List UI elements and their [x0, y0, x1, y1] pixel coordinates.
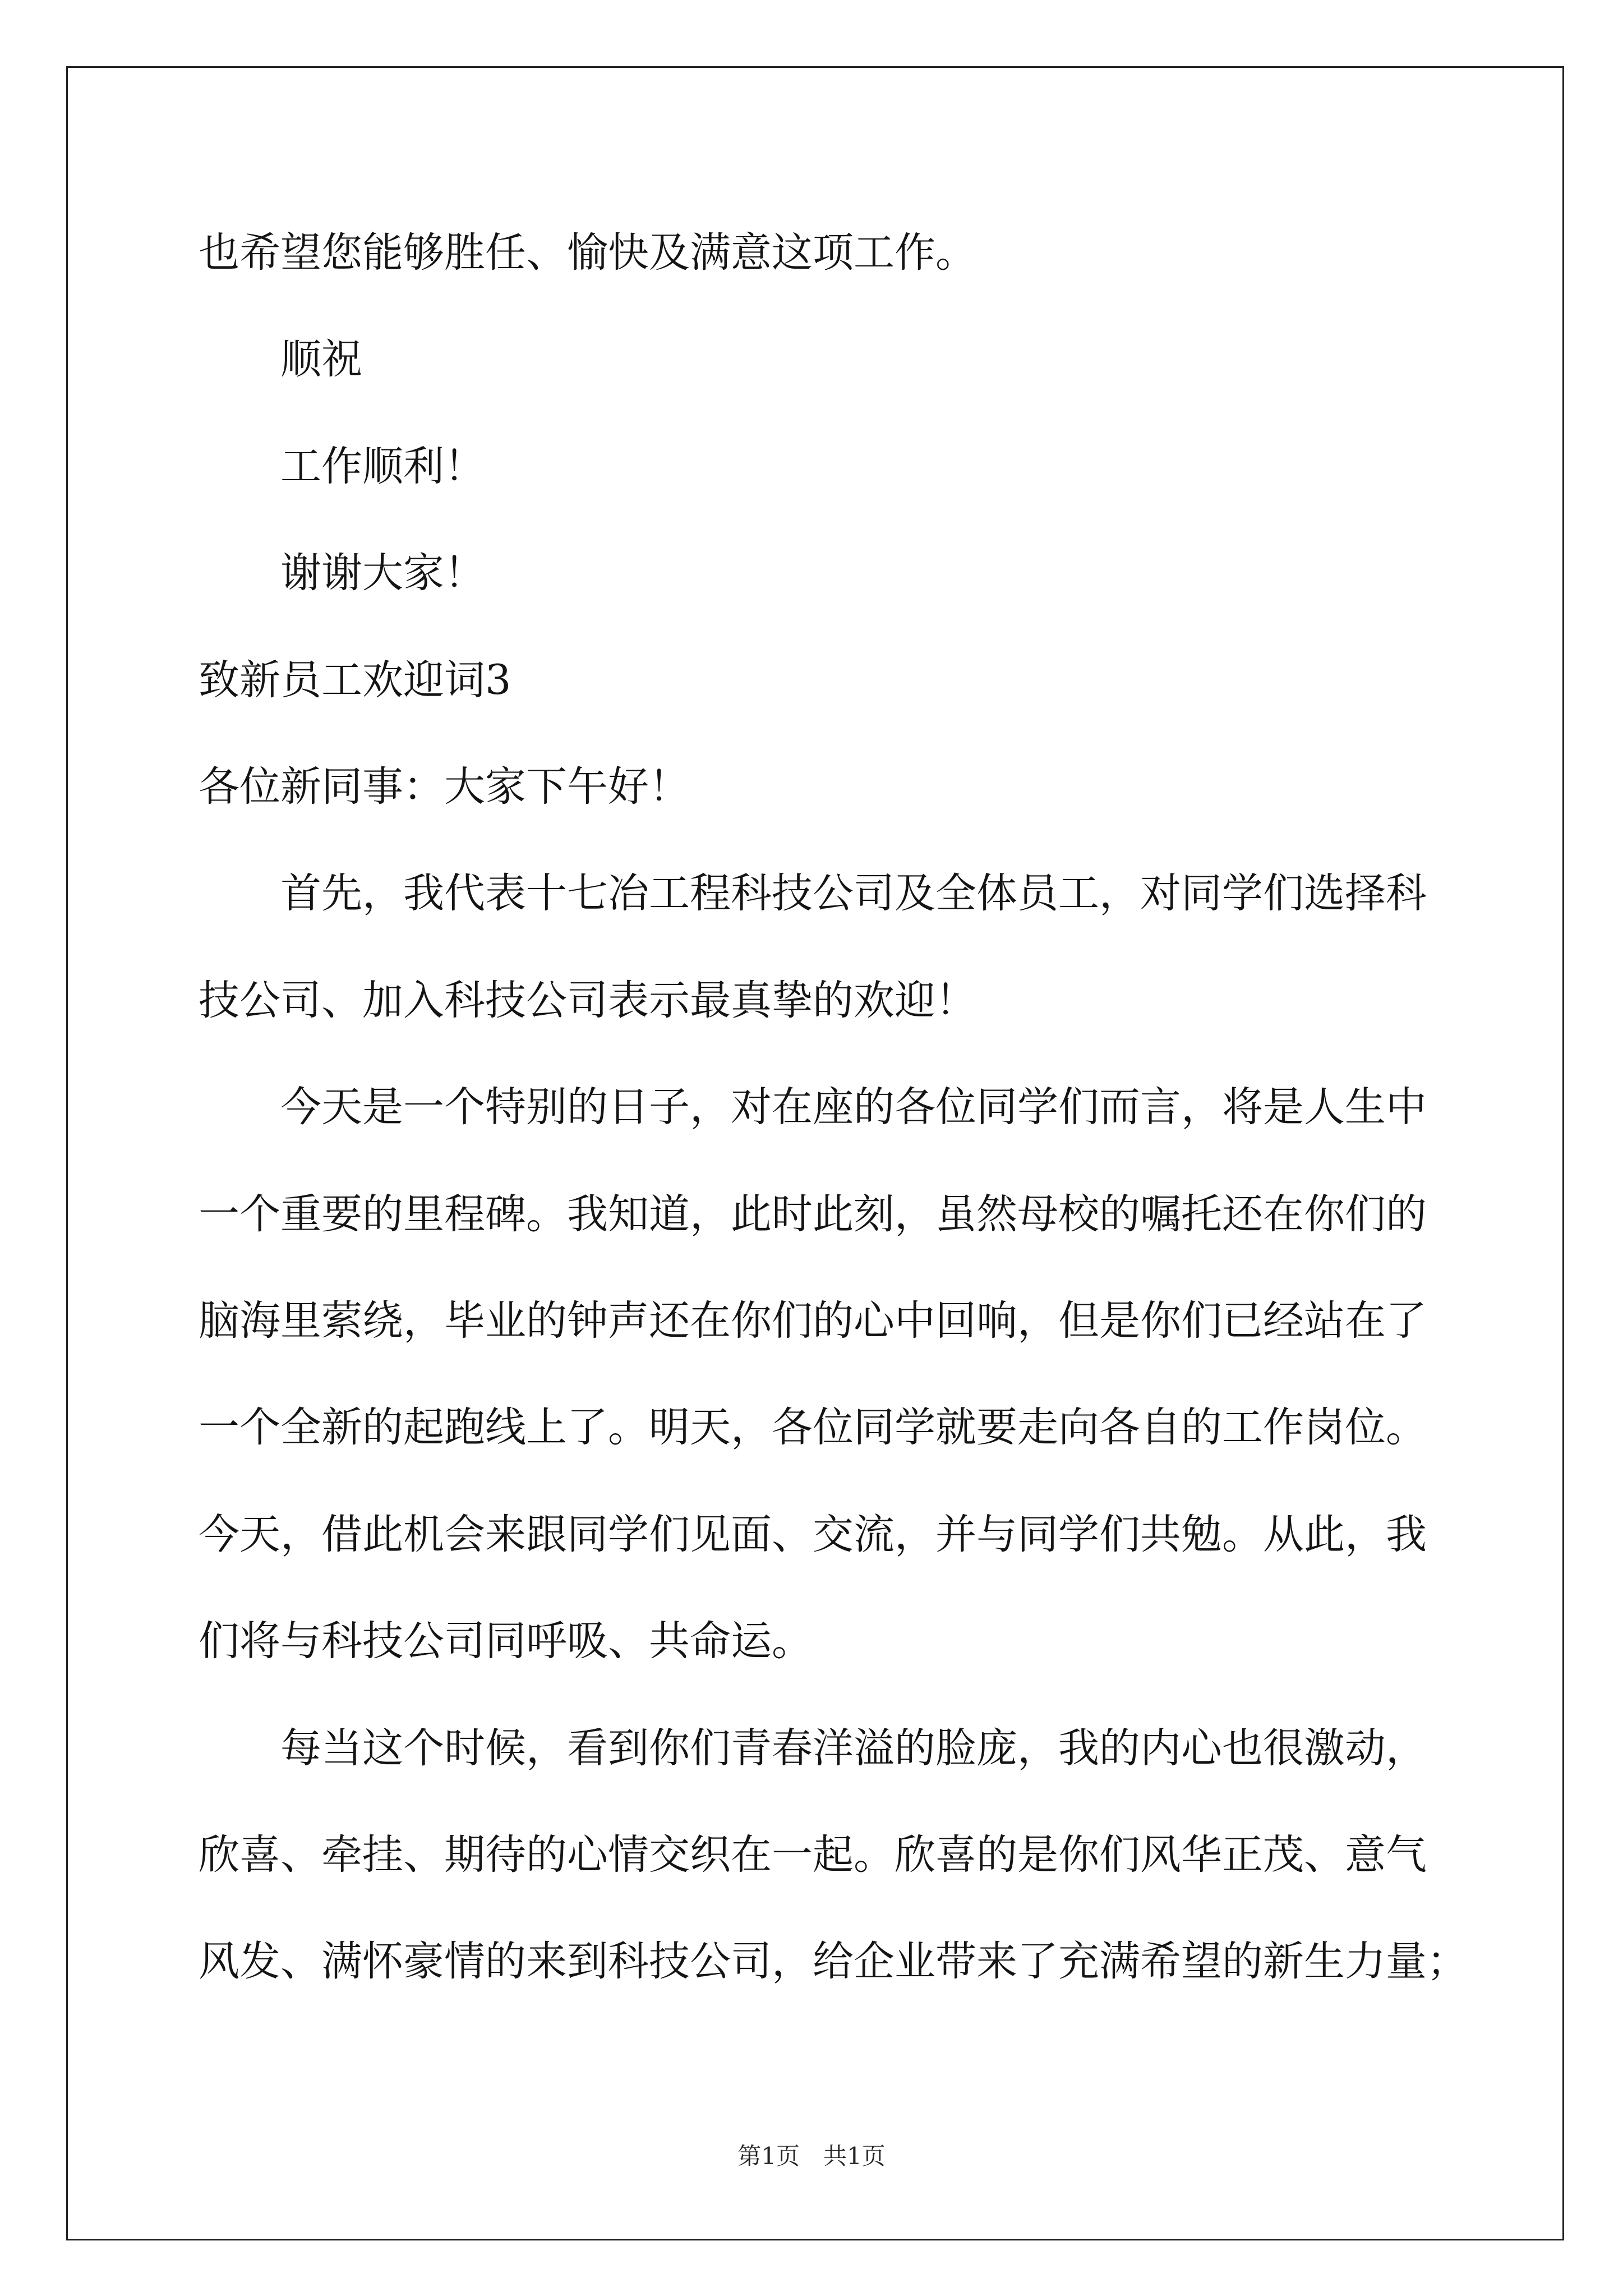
paragraph-line: 今天是一个特别的日子，对在座的各位同学们而言，将是人生中: [280, 1083, 1427, 1131]
paragraph-line: 脑海里萦绕，毕业的钟声还在你们的心中回响，但是你们已经站在了: [199, 1297, 1427, 1345]
page-number-footer: 第1页 共1页: [737, 2142, 886, 2170]
paragraph-line: 们将与科技公司同呼吸、共命运。: [199, 1617, 813, 1665]
paragraph-line: 欣喜、牵挂、期待的心情交织在一起。欣喜的是你们风华正茂、意气: [199, 1831, 1427, 1879]
closing-thanks: 谢谢大家！: [280, 549, 485, 597]
closing-blessing: 工作顺利！: [280, 443, 485, 490]
paragraph-line: 一个重要的里程碑。我知道，此时此刻，虽然母校的嘱托还在你们的: [199, 1190, 1427, 1238]
section-title: 致新员工欢迎词3: [199, 656, 511, 704]
paragraph-line: 每当这个时候，看到你们青春洋溢的脸庞，我的内心也很激动，: [280, 1724, 1427, 1772]
page-border: [66, 66, 1564, 2240]
paragraph-line: 首先，我代表十七冶工程科技公司及全体员工，对同学们选择科: [280, 869, 1427, 917]
paragraph-line: 技公司、加入科技公司表示最真挚的欢迎！: [199, 977, 976, 1024]
paragraph-line: 风发、满怀豪情的来到科技公司，给企业带来了充满希望的新生力量；: [199, 1938, 1468, 1985]
closing-wish: 顺祝: [280, 335, 362, 383]
continuation-text: 也希望您能够胜任、愉快及满意这项工作。: [199, 229, 976, 277]
paragraph-line: 今天，借此机会来跟同学们见面、交流，并与同学们共勉。从此，我: [199, 1511, 1427, 1558]
greeting: 各位新同事：大家下午好！: [199, 763, 690, 811]
paragraph-line: 一个全新的起跑线上了。明天，各位同学就要走向各自的工作岗位。: [199, 1404, 1427, 1451]
